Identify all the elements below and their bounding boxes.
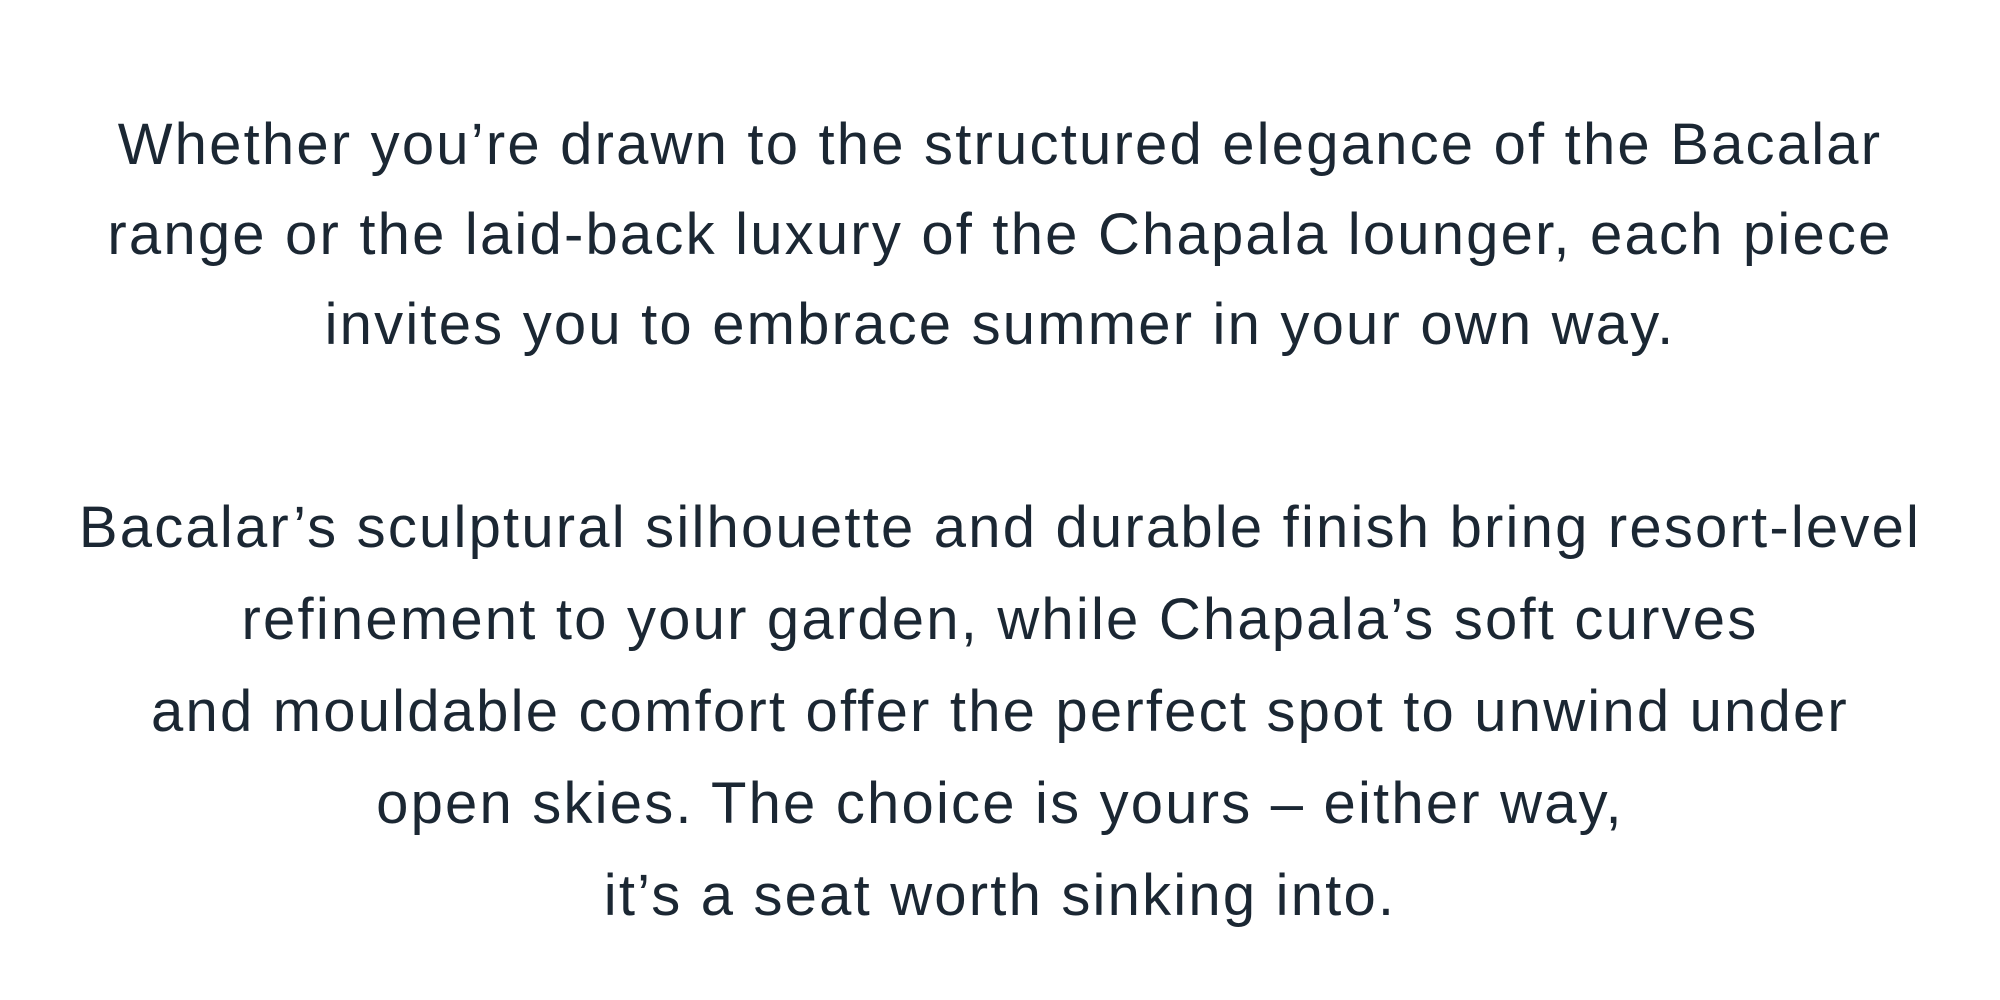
paragraph-line: Bacalar’s sculptural silhouette and durable finish bring resort-level xyxy=(78,495,1922,560)
detail-paragraph xyxy=(0,482,2000,942)
intro-paragraph xyxy=(0,100,2000,370)
paragraph-line: it’s a seat worth sinking into. xyxy=(603,863,1397,928)
paragraph-line: range or the laid-back luxury of the Chapala lounger, each piece xyxy=(107,202,1893,267)
paragraph-line: refinement to your garden, while Chapala’s soft curves xyxy=(241,587,1759,652)
paragraph-line: and mouldable comfort offer the perfect spot to unwind under xyxy=(151,679,1849,744)
paragraph-line: open skies. The choice is yours – either way, xyxy=(376,771,1624,836)
paragraph-line: Whether you’re drawn to the structured elegance of the Bacalar xyxy=(117,112,1883,177)
text-section xyxy=(0,100,2000,942)
paragraph-spacer xyxy=(0,370,2000,482)
paragraph-line: invites you to embrace summer in your own way. xyxy=(324,292,1676,357)
